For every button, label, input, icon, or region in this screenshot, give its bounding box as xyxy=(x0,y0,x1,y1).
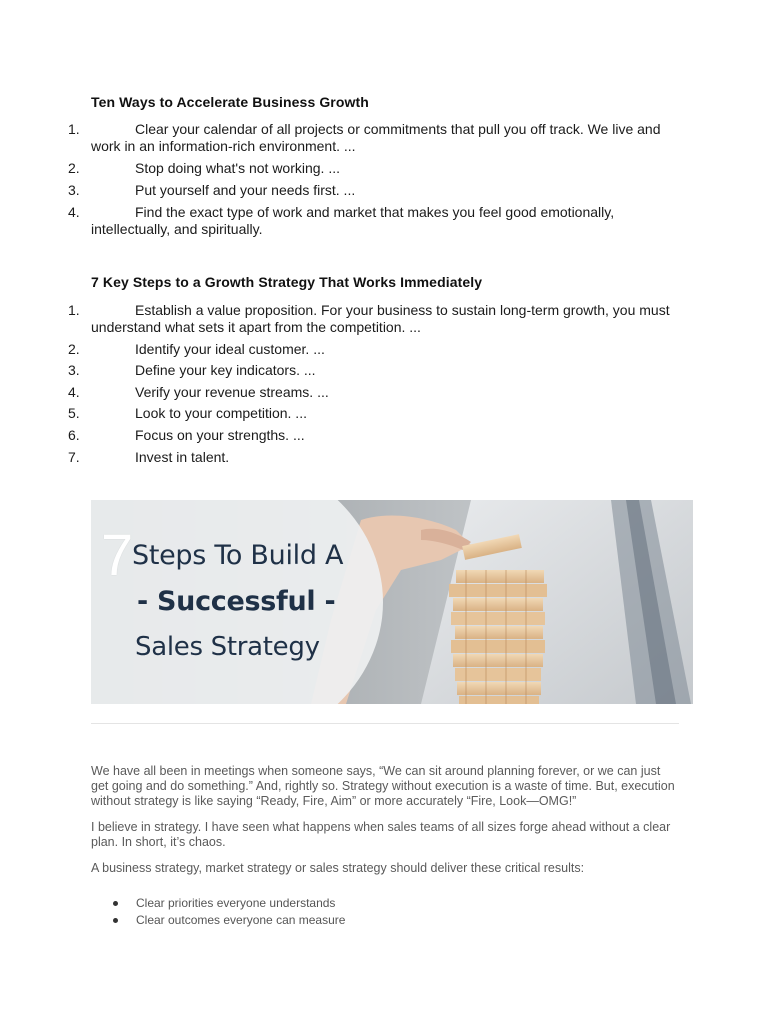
list-text: Establish a value proposition. For your business to sustain long-term growth, you must understand what sets it apart from the competition. ... xyxy=(91,302,670,335)
list-text: Identify your ideal customer. ... xyxy=(135,340,325,357)
list-text: Define your key indicators. ... xyxy=(135,362,316,379)
list-number: 6. xyxy=(68,426,80,443)
banner-text xyxy=(91,500,391,704)
list-text: Stop doing what's not working. ... xyxy=(135,160,341,176)
list-text: Focus on your strengths. ... xyxy=(135,426,305,443)
list-item xyxy=(0,362,768,379)
list-item xyxy=(0,204,768,238)
article-paragraph: A business strategy, market strategy or sales strategy should deliver these critical results: xyxy=(91,861,585,875)
list-item xyxy=(0,121,768,155)
bullet-icon xyxy=(113,918,118,923)
bullet-text: Clear outcomes everyone can measure xyxy=(136,913,346,927)
article-paragraph: We have all been in meetings when someone says, “We can sit around planning forever, or we can just get going and do something.” And, rightly so. Strategy without execution is a waste of time. But, execution without strategy is like saying “Ready, Fire, Aim” or more accurately “Fire, Look—OMG!” xyxy=(91,764,675,808)
list-text: Put yourself and your needs first. ... xyxy=(135,182,356,198)
list-number: 2. xyxy=(68,160,80,176)
list-item xyxy=(0,895,768,912)
banner-line3: Sales Strategy xyxy=(135,632,320,662)
list-item xyxy=(0,384,768,401)
banner-number: 7 xyxy=(101,523,134,588)
list-text: Clear your calendar of all projects or commitments that pull you off track. We live and work in an information-rich environment. ... xyxy=(91,121,661,154)
list-item xyxy=(0,160,768,177)
list-number: 4. xyxy=(68,383,80,400)
list-item xyxy=(0,405,768,422)
list-item xyxy=(0,302,768,336)
list-text: Look to your competition. ... xyxy=(135,405,307,422)
bullet-text: Clear priorities everyone understands xyxy=(136,896,336,910)
list-text: Find the exact type of work and market that makes you feel good emotionally, intellectually, and spiritually. xyxy=(91,204,615,237)
list-item xyxy=(0,341,768,358)
divider xyxy=(91,723,679,724)
list-number: 3. xyxy=(68,182,80,198)
list-number: 3. xyxy=(68,362,80,379)
bullet-list xyxy=(0,895,768,929)
sales-strategy-banner-image xyxy=(91,500,693,704)
section1-list xyxy=(0,121,768,238)
list-number: 2. xyxy=(68,340,80,357)
list-item xyxy=(0,449,768,466)
list-item xyxy=(0,912,768,929)
list-text: Invest in talent. xyxy=(135,448,230,465)
list-item xyxy=(0,427,768,444)
banner-line2: - Successful - xyxy=(137,586,336,617)
list-number: 4. xyxy=(68,204,80,220)
list-number: 7. xyxy=(68,448,80,465)
banner-line1: Steps To Build A xyxy=(132,540,344,571)
article-paragraph: I believe in strategy. I have seen what happens when sales teams of all sizes forge ahead without a clear plan. In short, it’s chaos. xyxy=(91,820,671,849)
list-number: 5. xyxy=(68,405,80,422)
list-number: 1. xyxy=(68,121,80,137)
bullet-icon xyxy=(113,901,118,906)
list-text: Verify your revenue streams. ... xyxy=(135,383,329,400)
section2-list xyxy=(0,302,768,466)
list-number: 1. xyxy=(68,302,80,318)
list-item xyxy=(0,182,768,199)
section1-heading: Ten Ways to Accelerate Business Growth xyxy=(91,94,369,110)
section2-heading: 7 Key Steps to a Growth Strategy That Works Immediately xyxy=(91,274,483,290)
